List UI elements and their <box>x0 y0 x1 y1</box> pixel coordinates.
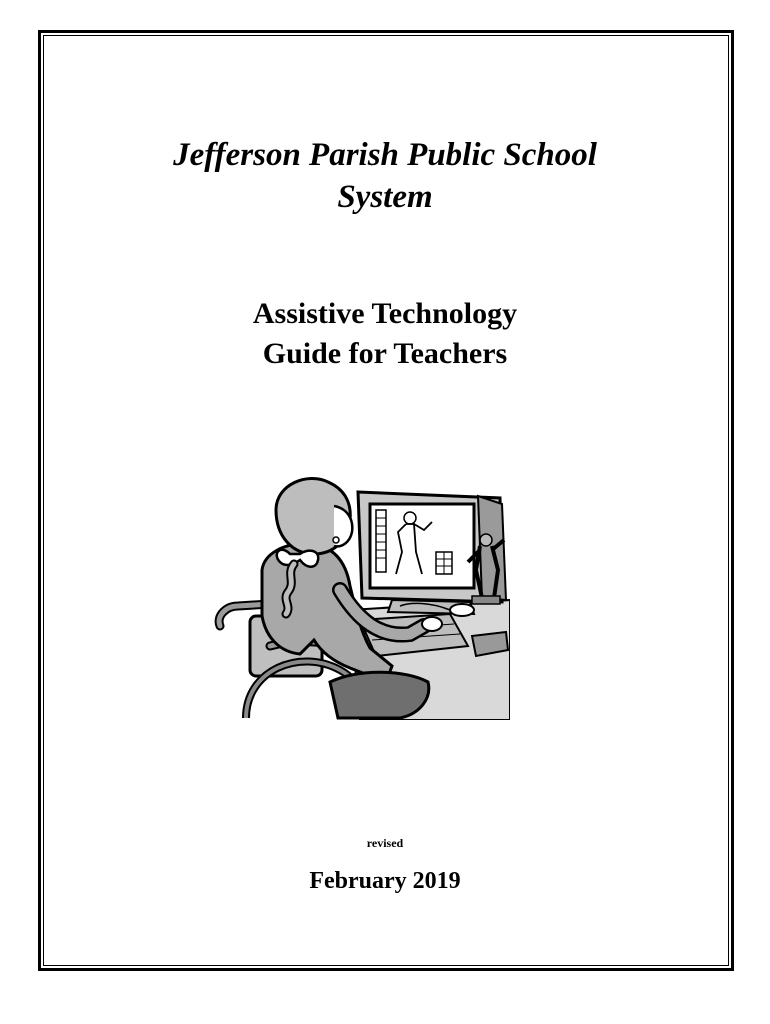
student-at-computer-illustration <box>210 470 510 720</box>
document-title-line-2: Guide for Teachers <box>262 337 508 370</box>
organization-title <box>0 134 770 218</box>
revised-label: revised <box>366 836 404 850</box>
organization-title-line-2: System <box>337 179 433 215</box>
statue-base <box>472 596 500 604</box>
student-lap <box>330 672 429 718</box>
organization-title-line-1: Jefferson Parish Public School <box>173 137 597 173</box>
document-title <box>0 294 770 374</box>
document-title-line-1: Assistive Technology <box>252 297 518 330</box>
screen-figure-head <box>404 512 416 524</box>
revision-date: February 2019 <box>309 868 461 894</box>
student-hand <box>422 617 442 631</box>
student-earring <box>333 537 339 543</box>
screen-toolbar <box>376 510 386 572</box>
statue-head <box>480 534 492 546</box>
mouse <box>450 604 474 616</box>
